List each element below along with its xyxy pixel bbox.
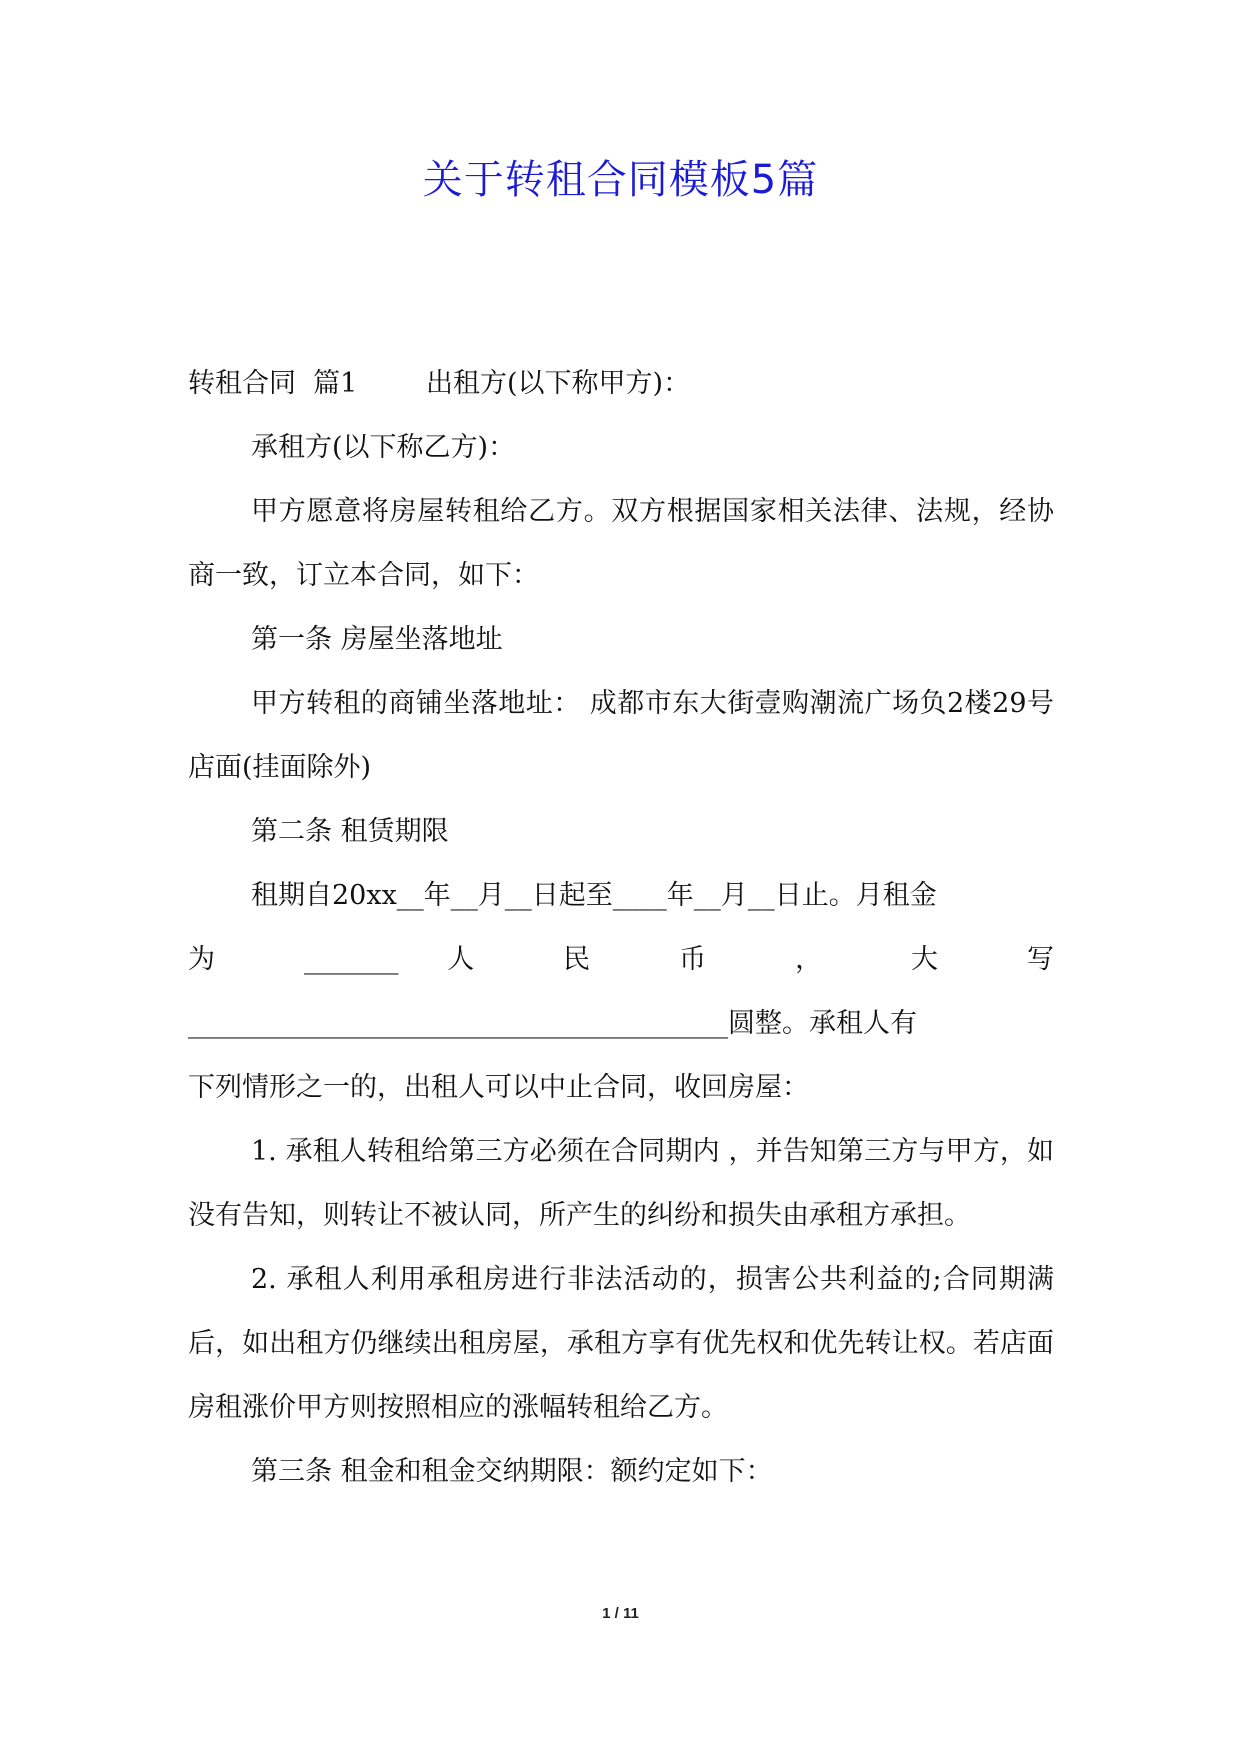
page-number: 1 / 11 (602, 1605, 639, 1622)
article-2-heading: 第二条 租赁期限 (251, 816, 449, 847)
paragraph-term-line-1: 租期自20xx__年__月__日起至____年__月__日止。月租金 (251, 880, 937, 911)
clause-2: 2. 承租人利用承租房进行非法活动的，损害公共利益的;合同期满后，如出租方仍继续出租房屋，承租方享有优先权和优先转让权。若店面房租涨价甲方则按照相应的涨幅转租给乙方。 (188, 1264, 1054, 1423)
article-3-heading: 第三条 租金和租金交纳期限：额约定如下： (251, 1456, 773, 1487)
paragraph-agreement: 甲方愿意将房屋转租给乙方。双方根据国家相关法律、法规，经协商一致，订立本合同，如下： (188, 496, 1054, 591)
paragraph-term-line-2: 为 _______ 人 民 币 ， 大 写 (188, 944, 1054, 975)
paragraph-term-line-3: ________________________________________圆整。承租人有 (188, 1008, 917, 1039)
paragraph-term-line-4: 下列情形之一的，出租人可以中止合同，收回房屋： (188, 1072, 809, 1103)
paragraph-lessee: 承租方(以下称乙方)： (251, 432, 516, 463)
document-body (188, 352, 1054, 1504)
section-header-line: 转租合同 篇1 出租方(以下称甲方)： (188, 368, 691, 399)
document-title: 关于转租合同模板5篇 (422, 157, 819, 203)
article-1-heading: 第一条 房屋坐落地址 (251, 624, 503, 655)
paragraph-address: 甲方转租的商铺坐落地址： 成都市东大街壹购潮流广场负2楼29号店面(挂面除外) (188, 688, 1054, 783)
clause-1: 1. 承租人转租给第三方必须在合同期内 ，并告知第三方与甲方，如没有告知，则转让不被认同，所产生的纠纷和损失由承租方承担。 (188, 1136, 1054, 1231)
